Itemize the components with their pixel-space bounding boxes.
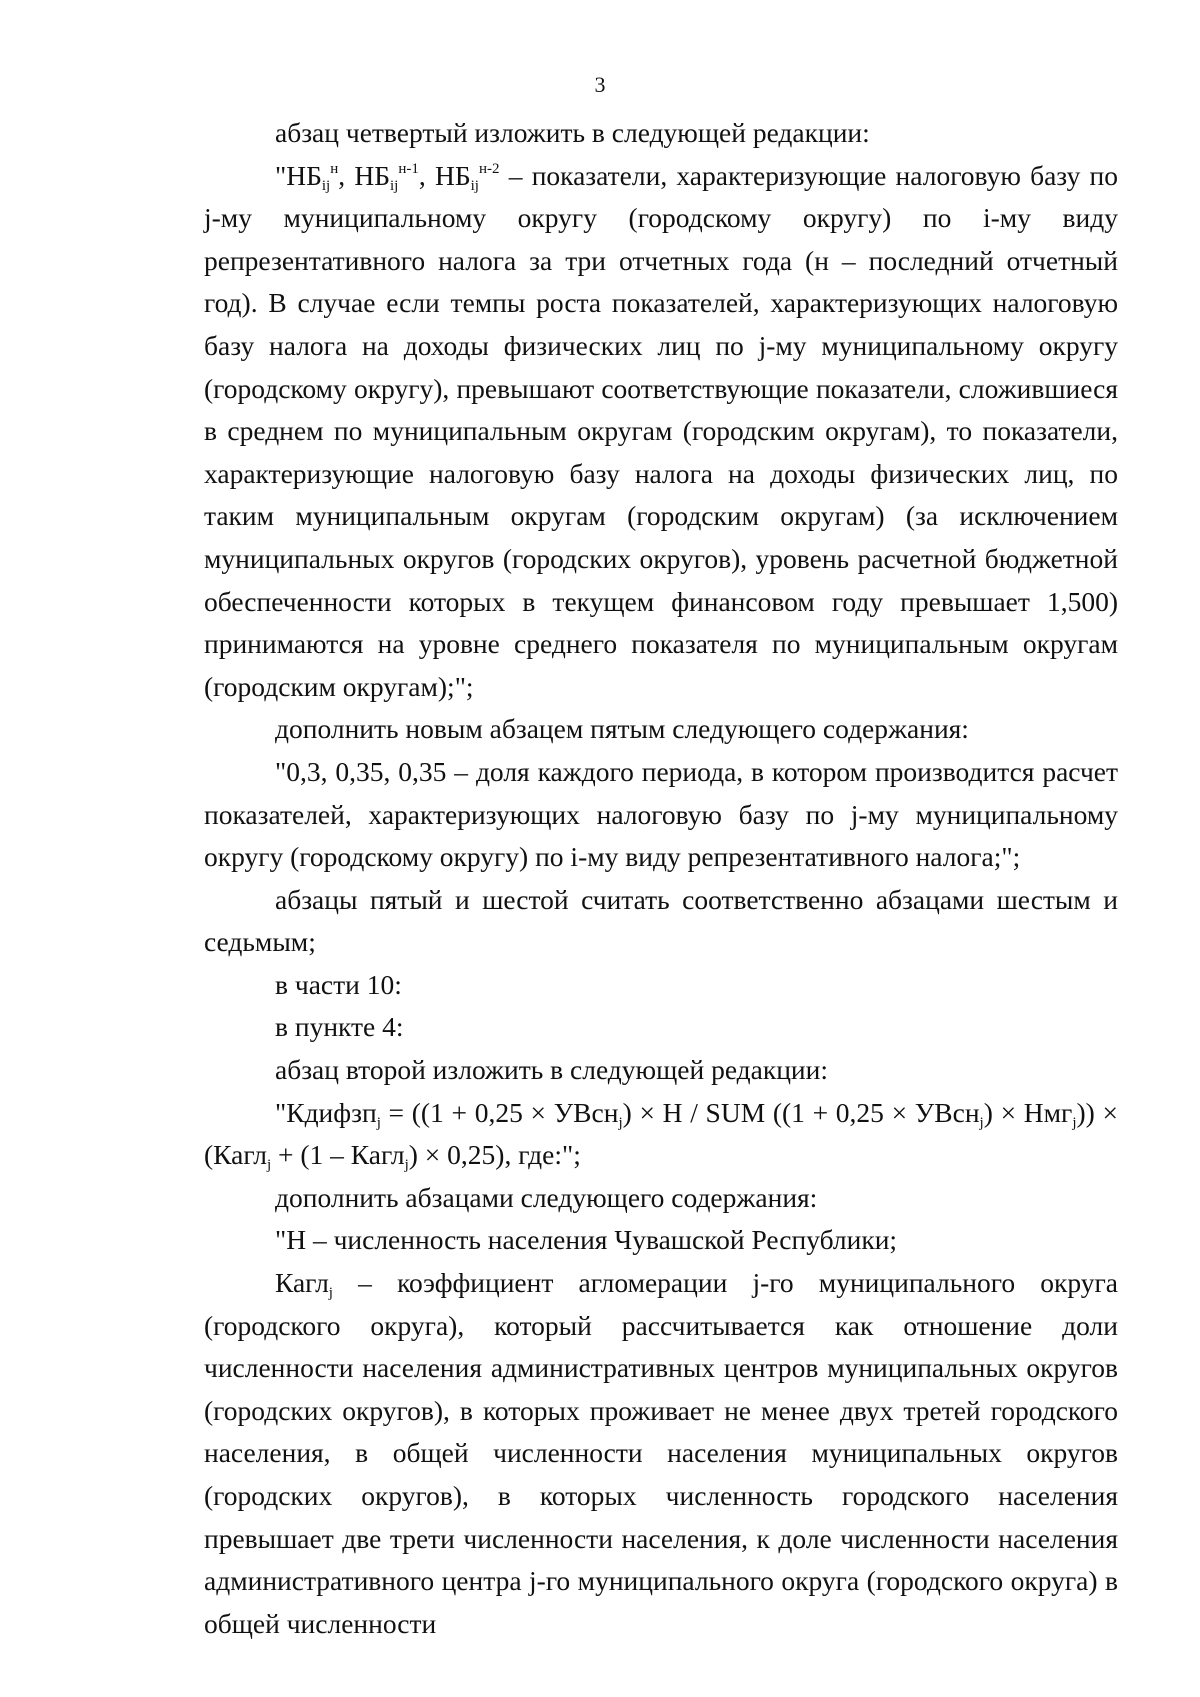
p12-term: Кагл (275, 1267, 329, 1299)
p2-sub-ij-2: ij (390, 177, 399, 194)
paragraph-8: абзац второй изложить в следующей редакции: (275, 1054, 829, 1086)
p2-sup-n2: н-2 (478, 160, 500, 177)
formula-sub-j-5: j (266, 1157, 272, 1174)
p12-sub-j: j (328, 1285, 333, 1302)
formula-part-g: ) × 0,25), где:"; (408, 1139, 581, 1171)
formula-part-c: ) × Н / SUM ((1 + 0,25 × УВсн (622, 1096, 980, 1128)
paragraph-1: абзац четвертый изложить в следующей редакции: (275, 117, 870, 148)
formula-part-a: "Кдифзп (275, 1096, 377, 1128)
document-body (204, 112, 1118, 1645)
paragraph-11: "Н – численность населения Чувашской Республики; (275, 1224, 898, 1256)
p2-sub-ij-3: ij (470, 177, 479, 194)
formula-sub-j-3: j (979, 1114, 984, 1131)
paragraph-12 (204, 1262, 1118, 1645)
p2-sub-ij-1: ij (321, 177, 331, 194)
formula-paragraph (204, 1092, 1118, 1177)
paragraph-6: в части 10: (275, 968, 402, 1000)
p12-text-rest: – коэффициент агломерации j-го муниципального округа (городского округа), который рассчитывается как отношение доли численности населения административных центров муниципальных округов (городских округов), в которых проживает не менее двух третей городского населения, в общей численности населения муниципальных округов (городских округов), в которых численность городского населения превышает две трети численности населения, к доле численности населения административного центра j-го муниципального округа (городского округа) в общей численности (204, 1267, 1118, 1639)
page-number: 3 (594, 72, 606, 97)
formula-part-b: = ((1 + 0,25 × УВсн (380, 1096, 619, 1128)
formula-part-d: ) × Нмг (983, 1096, 1073, 1128)
paragraph-10: дополнить абзацами следующего содержания: (275, 1181, 818, 1213)
paragraph-2 (204, 155, 1118, 709)
p2-text-c: , НБ (418, 159, 471, 191)
p2-text-b: , НБ (338, 159, 391, 191)
formula-sub-j-2: j (618, 1114, 623, 1131)
paragraph-3: дополнить новым абзацем пятым следующего содержания: (275, 713, 969, 745)
paragraph-4: "0,3, 0,35, 0,35 – доля каждого периода, в котором производится расчет показателей, характеризующих налоговую базу по j-му муниципальному округу (городскому округу) по i-му виду репрезентативного налога;"; (204, 755, 1118, 873)
p2-text-a: "НБ (275, 159, 322, 191)
formula-part-e: )) × (Кагл (204, 1096, 1118, 1171)
paragraph-5: абзацы пятый и шестой считать соответственно абзацами шестым и седьмым; (204, 883, 1118, 958)
formula-sub-j-4: j (1072, 1114, 1077, 1131)
formula-part-f: + (1 – Кагл (271, 1139, 405, 1171)
formula-sub-j-1: j (376, 1114, 381, 1131)
p2-sup-n: н (330, 160, 339, 177)
formula-sub-j-6: j (404, 1157, 409, 1174)
p2-text-rest: – показатели, характеризующие налоговую базу по j-му муниципальному округу (городскому округу) по i-му виду репрезентативного налога за три отчетных года (н – последний отчетный год). В случае если темпы роста показателей, характеризующих налоговую базу налога на доходы физических лиц по j-му муниципальному округу (городскому округу), превышают соответствующие показатели, сложившиеся в среднем по муниципальным округам (городским округам), то показатели, характеризующие налоговую базу налога на доходы физических лиц, по таким муниципальным округам (городским округам) (за исключением муниципальных округов (городских округов), уровень расчетной бюджетной обеспеченности которых в текущем финансовом году превышает 1,500) принимаются на уровне среднего показателя по муниципальным округам (городским округам);"; (204, 159, 1119, 702)
paragraph-7: в пункте 4: (275, 1011, 404, 1043)
p2-sup-n1: н-1 (398, 160, 419, 177)
